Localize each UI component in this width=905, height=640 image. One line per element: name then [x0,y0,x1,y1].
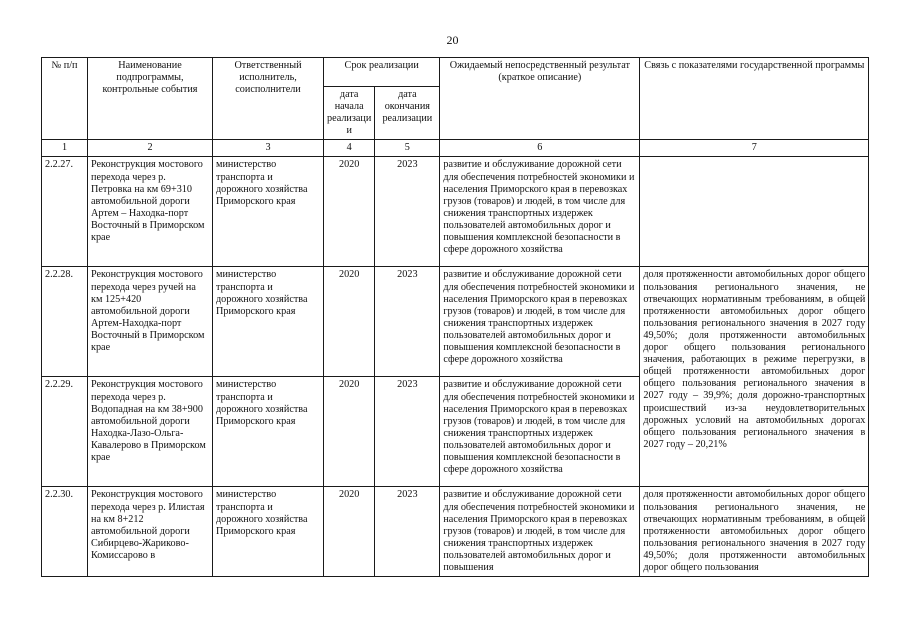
header-col-period: Срок реализации [324,58,440,87]
row-executor: министерство транспорта и дорожного хозяйства Приморского края [213,157,324,267]
row-start-year: 2020 [324,157,375,267]
row-name: Реконструкция мостового перехода через р. Петровка на км 69+310 автомобильной дороги Артем – Находка-порт Восточный в Приморском крае [88,157,213,267]
row-indicators: доля протяженности автомобильных дорог общего пользования регионального значения, не отвечающих нормативным требованиям, в общей протяженности автомобильных дорог общего пользования регионального значения в 2027 году 49,50%; доля протяженности автомобильных дорог общего пользования [640,487,869,577]
row-result: развитие и обслуживание дорожной сети для обеспечения потребностей экономики и населения Приморского края в перевозках грузов (товаров) и людей, в том числе для снижения транспортных издержек пользователей автомобильных дорог и повышения комплексной безопасности в сфере дорожного хозяйства [440,157,640,267]
header-col-num: № п/п [42,58,88,140]
row-executor: министерство транспорта и дорожного хозяйства Приморского края [213,487,324,577]
row-end-year: 2023 [375,267,440,377]
row-start-year: 2020 [324,267,375,377]
row-name: Реконструкция мостового перехода через р. Водопадная на км 38+900 автомобильной дороги Находка-Лазо-Ольга-Кавалерово в Приморском крае [88,377,213,487]
row-end-year: 2023 [375,157,440,267]
row-start-year: 2020 [324,377,375,487]
column-number: 2 [88,140,213,157]
header-col-start: дата начала реализаци и [324,87,375,140]
row-result: развитие и обслуживание дорожной сети для обеспечения потребностей экономики и населения Приморского края в перевозках грузов (товаров) и людей, в том числе для снижения транспортных издержек пользователей автомобильных дорог и повышения комплексной безопасности в сфере дорожного хозяйства [440,267,640,377]
row-number: 2.2.29. [42,377,88,487]
header-col-result: Ожидаемый непосредственный результат (краткое описание) [440,58,640,140]
table-row [42,157,869,267]
row-end-year: 2023 [375,377,440,487]
row-result: развитие и обслуживание дорожной сети для обеспечения потребностей экономики и населения Приморского края в перевозках грузов (товаров) и людей, в том числе для снижения транспортных издержек пользователей автомобильных дорог и повышения комплексной безопасности в сфере дорожного хозяйства [440,377,640,487]
header-col-executor: Ответственный исполнитель, соисполнители [213,58,324,140]
row-result: развитие и обслуживание дорожной сети для обеспечения потребностей экономики и населения Приморского края в перевозках грузов (товаров) и людей, в том числе для снижения транспортных издержек пользователей автомобильных дорог и повышения [440,487,640,577]
column-number: 4 [324,140,375,157]
row-number: 2.2.27. [42,157,88,267]
row-number: 2.2.30. [42,487,88,577]
row-executor: министерство транспорта и дорожного хозяйства Приморского края [213,377,324,487]
header-col-name: Наименование подпрограммы, контрольные события [88,58,213,140]
row-name: Реконструкция мостового перехода через ручей на км 125+420 автомобильной дороги Артем-Находка-порт Восточный в Приморском крае [88,267,213,377]
header-row-top [42,58,869,87]
program-table [41,57,869,577]
header-col-indicators: Связь с показателями государственной программы [640,58,869,140]
row-number: 2.2.28. [42,267,88,377]
row-indicators-empty [640,157,869,267]
row-indicators: доля протяженности автомобильных дорог общего пользования регионального значения, не отвечающих нормативным требованиям, в общей протяженности автомобильных дорог общего пользования регионального значения в 2027 году 49,50%; доля протяженности автомобильных дорог общего пользования регионального значения, работающих в режиме перегрузки, в общей протяженности автомобильных дорог общего пользования регионального значения в 2027 году – 39,9%; доля дорожно-транспортных происшествий из-за неудовлетворительных дорожных условий на автомобильных дорогах общего пользования регионального значения в 2027 году – 20,21% [640,267,869,487]
column-number: 1 [42,140,88,157]
table-row [42,267,869,377]
column-number: 7 [640,140,869,157]
row-start-year: 2020 [324,487,375,577]
page-number: 20 [446,33,459,47]
column-number-row [42,140,869,157]
row-executor: министерство транспорта и дорожного хозяйства Приморского края [213,267,324,377]
column-number: 3 [213,140,324,157]
column-number: 6 [440,140,640,157]
header-col-end: дата окончания реализации [375,87,440,140]
row-end-year: 2023 [375,487,440,577]
table-row [42,487,869,577]
column-number: 5 [375,140,440,157]
row-name: Реконструкция мостового перехода через р. Илистая на км 8+212 автомобильной дороги Сибирцево-Жариково-Комиссарово в [88,487,213,577]
